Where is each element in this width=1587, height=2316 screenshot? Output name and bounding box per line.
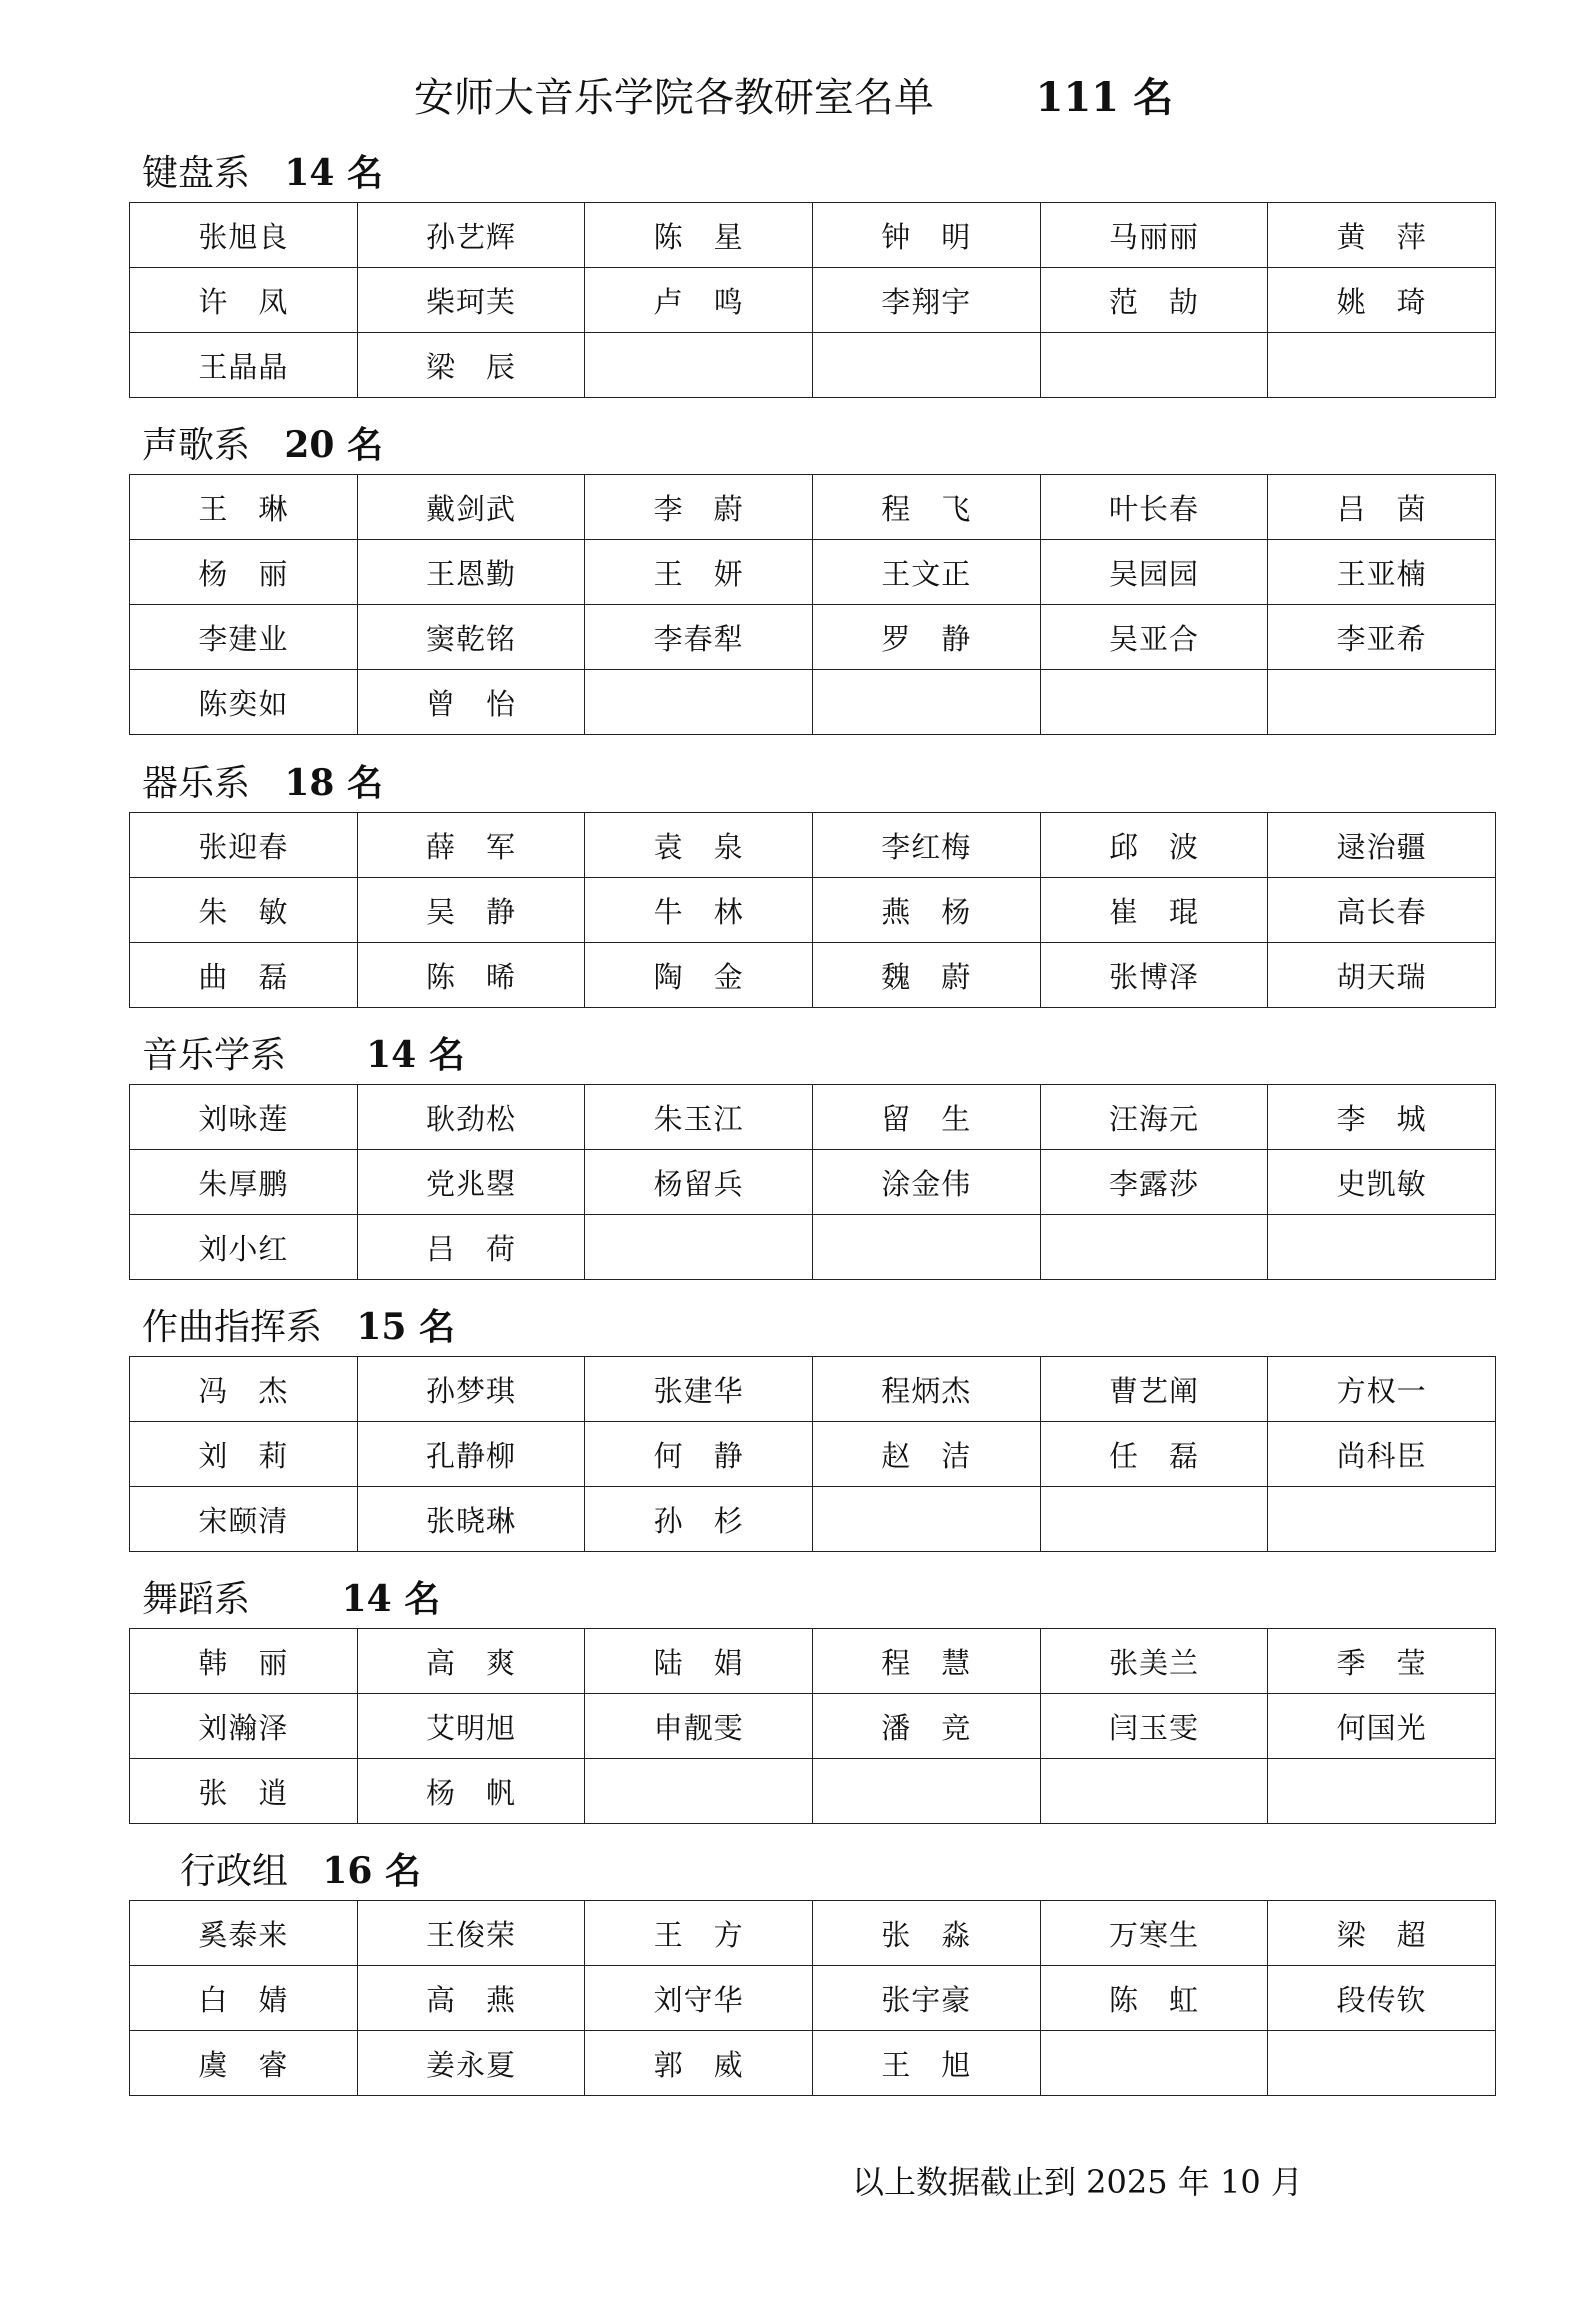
staff-name-cell [1040, 2031, 1268, 2096]
staff-name-cell: 李 蔚 [585, 475, 813, 540]
staff-name-cell: 杨留兵 [585, 1150, 813, 1215]
section-name: 声歌系 [142, 425, 251, 466]
staff-name-cell: 张博泽 [1040, 943, 1268, 1008]
staff-name-cell: 戴剑武 [357, 475, 585, 540]
staff-name-cell: 孙梦琪 [357, 1357, 585, 1422]
section-name: 键盘系 [142, 153, 251, 194]
staff-name-cell: 王 妍 [585, 540, 813, 605]
staff-name-cell: 朱厚鹏 [130, 1150, 358, 1215]
staff-name-cell [585, 333, 813, 398]
staff-name-cell: 党兆曌 [357, 1150, 585, 1215]
staff-name-cell: 任 磊 [1040, 1422, 1268, 1487]
staff-name-cell: 张迎春 [130, 813, 358, 878]
section-name: 行政组 [180, 1851, 289, 1892]
staff-name-cell: 姜永夏 [357, 2031, 585, 2096]
staff-name-cell: 艾明旭 [357, 1694, 585, 1759]
staff-name-cell: 李 城 [1268, 1085, 1496, 1150]
staff-name-cell: 王恩勤 [357, 540, 585, 605]
table-row [130, 813, 1496, 878]
staff-table [129, 1356, 1496, 1552]
staff-name-cell: 潘 竞 [812, 1694, 1040, 1759]
staff-name-cell: 李建业 [130, 605, 358, 670]
staff-name-cell: 王晶晶 [130, 333, 358, 398]
staff-name-cell: 王 方 [585, 1901, 813, 1966]
staff-name-cell: 吴园园 [1040, 540, 1268, 605]
staff-table [129, 1084, 1496, 1280]
page-title-text: 安师大音乐学院各教研室名单 [413, 75, 934, 121]
section-count: 14 名 [284, 152, 383, 194]
staff-name-cell: 逯治疆 [1268, 813, 1496, 878]
staff-name-cell: 韩 丽 [130, 1629, 358, 1694]
staff-table [129, 1900, 1496, 2096]
staff-name-cell: 黄 萍 [1268, 203, 1496, 268]
page-title [0, 70, 1587, 126]
section-heading [142, 1574, 440, 1625]
staff-name-cell: 马丽丽 [1040, 203, 1268, 268]
staff-name-cell: 涂金伟 [812, 1150, 1040, 1215]
table-row [130, 1629, 1496, 1694]
staff-name-cell: 邱 波 [1040, 813, 1268, 878]
staff-name-cell: 刘瀚泽 [130, 1694, 358, 1759]
staff-name-cell [585, 670, 813, 735]
section-count: 15 名 [356, 1306, 455, 1348]
section-count: 14 名 [341, 1578, 441, 1620]
staff-name-cell: 耿劲松 [357, 1085, 585, 1150]
staff-name-cell: 钟 明 [812, 203, 1040, 268]
staff-name-cell [1040, 333, 1268, 398]
staff-name-cell: 申靓雯 [585, 1694, 813, 1759]
staff-name-cell: 陶 金 [585, 943, 813, 1008]
staff-name-cell: 薛 军 [357, 813, 585, 878]
staff-name-cell: 刘守华 [585, 1966, 813, 2031]
staff-name-cell: 季 莹 [1268, 1629, 1496, 1694]
table-row [130, 1759, 1496, 1824]
staff-name-cell: 窦乾铭 [357, 605, 585, 670]
staff-name-cell: 郭 威 [585, 2031, 813, 2096]
staff-name-cell: 王 旭 [812, 2031, 1040, 2096]
table-row [130, 2031, 1496, 2096]
staff-name-cell: 吕 荷 [357, 1215, 585, 1280]
staff-name-cell: 崔 琨 [1040, 878, 1268, 943]
page-total-count: 111 名 [1035, 74, 1174, 121]
staff-name-cell: 程炳杰 [812, 1357, 1040, 1422]
section-heading [142, 758, 383, 809]
staff-table [129, 812, 1496, 1008]
staff-name-cell: 张 逍 [130, 1759, 358, 1824]
staff-name-cell: 张晓琳 [357, 1487, 585, 1552]
staff-name-cell [1040, 670, 1268, 735]
section-name: 舞蹈系 [142, 1579, 251, 1620]
staff-name-cell: 陈 星 [585, 203, 813, 268]
staff-name-cell: 留 生 [812, 1085, 1040, 1150]
staff-name-cell: 叶长春 [1040, 475, 1268, 540]
staff-table [129, 1628, 1496, 1824]
staff-name-cell: 陆 娟 [585, 1629, 813, 1694]
staff-name-cell: 吴 静 [357, 878, 585, 943]
staff-name-cell: 程 慧 [812, 1629, 1040, 1694]
staff-name-cell: 孙 杉 [585, 1487, 813, 1552]
staff-name-cell: 吴亚合 [1040, 605, 1268, 670]
section-heading [142, 420, 383, 471]
table-row [130, 1966, 1496, 2031]
staff-name-cell: 何国光 [1268, 1694, 1496, 1759]
staff-name-cell: 张 淼 [812, 1901, 1040, 1966]
staff-name-cell: 袁 泉 [585, 813, 813, 878]
staff-name-cell: 宋颐清 [130, 1487, 358, 1552]
staff-name-cell: 杨 帆 [357, 1759, 585, 1824]
staff-name-cell: 赵 洁 [812, 1422, 1040, 1487]
staff-name-cell: 高长春 [1268, 878, 1496, 943]
staff-name-cell: 奚泰来 [130, 1901, 358, 1966]
table-row [130, 1487, 1496, 1552]
staff-name-cell: 姚 琦 [1268, 268, 1496, 333]
staff-name-cell [1268, 333, 1496, 398]
staff-name-cell: 王文正 [812, 540, 1040, 605]
staff-name-cell: 王俊荣 [357, 1901, 585, 1966]
staff-name-cell [812, 1487, 1040, 1552]
staff-table [129, 474, 1496, 735]
staff-name-cell: 范 劼 [1040, 268, 1268, 333]
table-row [130, 475, 1496, 540]
staff-name-cell: 刘小红 [130, 1215, 358, 1280]
staff-name-cell: 张美兰 [1040, 1629, 1268, 1694]
staff-name-cell [1268, 2031, 1496, 2096]
staff-table [129, 202, 1496, 398]
table-row [130, 1215, 1496, 1280]
staff-name-cell: 张宇豪 [812, 1966, 1040, 2031]
staff-name-cell: 胡天瑞 [1268, 943, 1496, 1008]
staff-name-cell: 王 琳 [130, 475, 358, 540]
staff-name-cell: 闫玉雯 [1040, 1694, 1268, 1759]
table-row [130, 333, 1496, 398]
section-count: 16 名 [322, 1850, 421, 1892]
staff-name-cell: 李露莎 [1040, 1150, 1268, 1215]
staff-name-cell: 史凯敏 [1268, 1150, 1496, 1215]
staff-name-cell: 万寒生 [1040, 1901, 1268, 1966]
staff-name-cell: 陈奕如 [130, 670, 358, 735]
staff-name-cell: 陈 晞 [357, 943, 585, 1008]
staff-name-cell: 白 婧 [130, 1966, 358, 2031]
staff-name-cell: 魏 蔚 [812, 943, 1040, 1008]
staff-name-cell [812, 1215, 1040, 1280]
staff-name-cell: 李翔宇 [812, 268, 1040, 333]
table-row [130, 670, 1496, 735]
section-heading [142, 1302, 455, 1353]
staff-name-cell: 冯 杰 [130, 1357, 358, 1422]
staff-name-cell [812, 333, 1040, 398]
section-count: 14 名 [366, 1034, 465, 1076]
staff-name-cell: 虞 睿 [130, 2031, 358, 2096]
table-row [130, 605, 1496, 670]
staff-name-cell: 高 爽 [357, 1629, 585, 1694]
table-row [130, 1357, 1496, 1422]
staff-name-cell: 柴珂芙 [357, 268, 585, 333]
table-row [130, 878, 1496, 943]
staff-name-cell [1040, 1215, 1268, 1280]
section-count: 20 名 [284, 424, 383, 466]
staff-name-cell [812, 1759, 1040, 1824]
staff-name-cell: 方权一 [1268, 1357, 1496, 1422]
section-heading [180, 1846, 421, 1897]
staff-name-cell: 张建华 [585, 1357, 813, 1422]
section-name: 器乐系 [142, 763, 251, 804]
table-row [130, 943, 1496, 1008]
staff-name-cell: 罗 静 [812, 605, 1040, 670]
staff-name-cell: 段传钦 [1268, 1966, 1496, 2031]
staff-name-cell: 何 静 [585, 1422, 813, 1487]
data-cutoff-note: 以上数据截止到 2025 年 10 月 [852, 2163, 1303, 2201]
table-row [130, 1085, 1496, 1150]
section-name: 作曲指挥系 [142, 1307, 323, 1348]
staff-name-cell: 牛 林 [585, 878, 813, 943]
staff-name-cell [1268, 1215, 1496, 1280]
staff-name-cell [1040, 1759, 1268, 1824]
table-row [130, 268, 1496, 333]
staff-name-cell: 陈 虹 [1040, 1966, 1268, 2031]
section-heading [142, 1030, 465, 1081]
table-row [130, 203, 1496, 268]
table-row [130, 1901, 1496, 1966]
staff-name-cell: 李红梅 [812, 813, 1040, 878]
table-row [130, 1150, 1496, 1215]
table-row [130, 540, 1496, 605]
staff-name-cell: 曾 怡 [357, 670, 585, 735]
staff-name-cell: 刘咏莲 [130, 1085, 358, 1150]
staff-name-cell: 朱玉江 [585, 1085, 813, 1150]
staff-name-cell: 曹艺阐 [1040, 1357, 1268, 1422]
staff-name-cell [1268, 1759, 1496, 1824]
staff-name-cell: 刘 莉 [130, 1422, 358, 1487]
staff-name-cell: 燕 杨 [812, 878, 1040, 943]
staff-name-cell [585, 1215, 813, 1280]
staff-name-cell: 吕 茵 [1268, 475, 1496, 540]
staff-name-cell: 卢 鸣 [585, 268, 813, 333]
staff-name-cell: 朱 敏 [130, 878, 358, 943]
staff-name-cell [1040, 1487, 1268, 1552]
staff-name-cell: 孙艺辉 [357, 203, 585, 268]
staff-name-cell [585, 1759, 813, 1824]
staff-name-cell: 王亚楠 [1268, 540, 1496, 605]
staff-name-cell: 高 燕 [357, 1966, 585, 2031]
section-heading [142, 148, 383, 199]
table-row [130, 1422, 1496, 1487]
staff-name-cell: 孔静柳 [357, 1422, 585, 1487]
staff-name-cell: 汪海元 [1040, 1085, 1268, 1150]
staff-name-cell: 梁 超 [1268, 1901, 1496, 1966]
staff-name-cell: 李亚希 [1268, 605, 1496, 670]
section-name: 音乐学系 [142, 1035, 287, 1076]
staff-name-cell: 尚科臣 [1268, 1422, 1496, 1487]
staff-name-cell [1268, 670, 1496, 735]
staff-name-cell: 许 凤 [130, 268, 358, 333]
table-row [130, 1694, 1496, 1759]
staff-name-cell: 程 飞 [812, 475, 1040, 540]
staff-name-cell [1268, 1487, 1496, 1552]
staff-name-cell: 李春犁 [585, 605, 813, 670]
staff-name-cell: 张旭良 [130, 203, 358, 268]
staff-name-cell: 杨 丽 [130, 540, 358, 605]
staff-name-cell [812, 670, 1040, 735]
staff-name-cell: 曲 磊 [130, 943, 358, 1008]
staff-name-cell: 梁 辰 [357, 333, 585, 398]
section-count: 18 名 [284, 762, 383, 804]
